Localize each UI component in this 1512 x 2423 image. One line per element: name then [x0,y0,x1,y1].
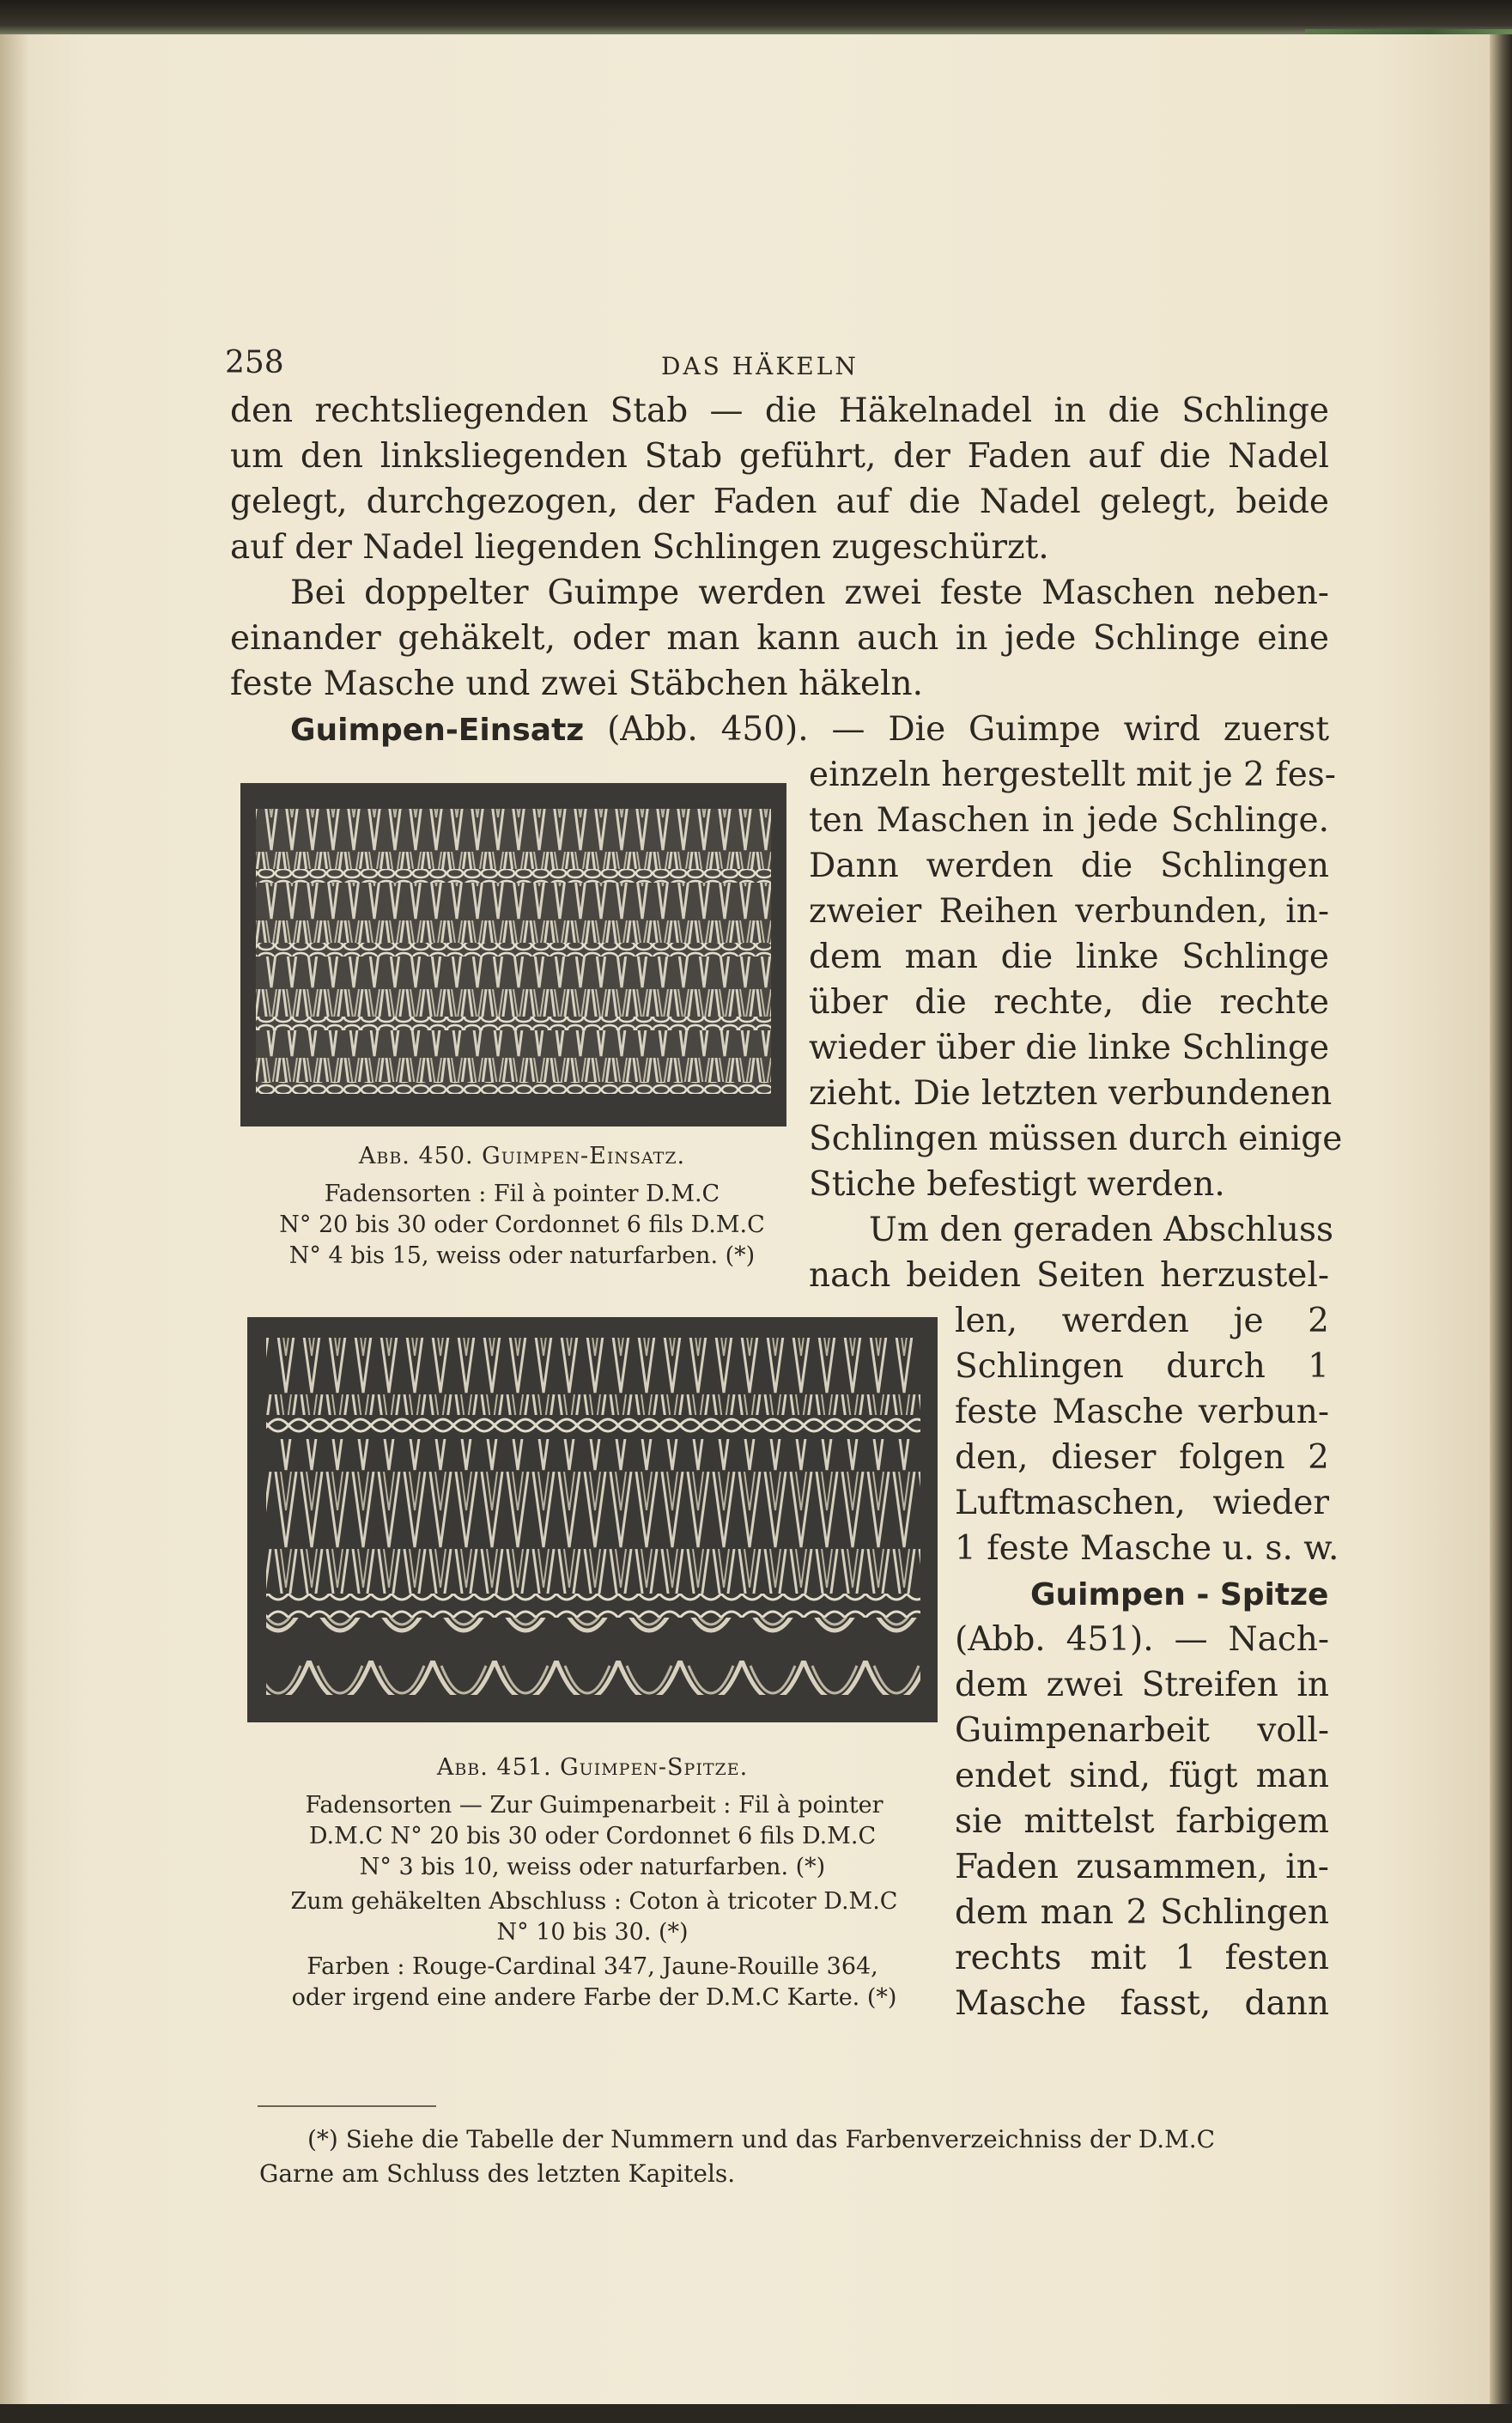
text-line: dem man die linke Schlinge [809,938,1329,976]
text-line: feste Masche und zwei Stäbchen häkeln. [230,665,924,703]
text-line: Stiche befestigt werden. [809,1165,1225,1204]
book-top-edge [0,0,1512,36]
section-heading-guimpen-spitze: Guimpen - Spitze [1030,1577,1329,1612]
figure-450-caption-title: Abb. 450. Guimpen-Einsatz. [358,1143,686,1169]
figure-450-caption-line: Fadensorten : Fil à pointer D.M.C [324,1181,720,1207]
figure-451-caption-line: N° 3 bis 10, weiss oder naturfarben. (*) [359,1854,826,1880]
text-line: 1 feste Masche u. s. w. [955,1529,1339,1568]
text-line: den, dieser folgen 2 [955,1438,1329,1477]
figure-451-caption-line: D.M.C N° 20 bis 30 oder Cordonnet 6 fils D.M.C [308,1823,877,1849]
text-line: rechts mit 1 festen [955,1939,1329,1977]
section-heading-line [290,707,1329,753]
text-line: ten Maschen in jede Schlinge. [809,801,1329,840]
text-line: Faden zusammen, in- [955,1848,1329,1886]
text-line: dem man 2 Schlingen [955,1893,1329,1932]
text-line: Bei doppelter Guimpe werden zwei feste Maschen neben- [290,574,1329,612]
text-line: feste Masche verbun- [955,1393,1329,1431]
book-spine-edge [1490,34,1512,2423]
text-line: endet sind, fügt man [955,1757,1329,1795]
text-line: Dann werden die Schlingen [809,847,1329,885]
footnote-line: (*) Siehe die Tabelle der Nummern und das Farbenverzeichniss der D.M.C [307,2125,1216,2153]
page-number: 258 [225,345,284,380]
text-line: Luftmaschen, wieder [955,1484,1329,1522]
running-title: DAS HÄKELN [661,352,859,380]
figure-450-image [240,783,786,1126]
text-line: gelegt, durchgezogen, der Faden auf die Nadel gelegt, beide [230,483,1329,521]
book-bottom-edge [0,2404,1512,2423]
heading-rest: (Abb. 450). — Die Guimpe wird zuerst [607,710,1329,749]
text-line: dem zwei Streifen in [955,1666,1329,1704]
text-line: Um den geraden Abschluss [869,1211,1334,1249]
footnote-line: Garne am Schluss des letzten Kapitels. [259,2159,736,2188]
footnote-rule [258,2105,436,2107]
text-line: einzeln hergestellt mit je 2 fes- [809,756,1336,794]
figure-451-image [247,1317,938,1722]
section-heading-line [1030,1571,1329,1618]
text-line: sie mittelst farbigem [955,1802,1329,1841]
text-line: Schlingen durch 1 [955,1347,1329,1386]
figure-451-caption-line: N° 10 bis 30. (*) [496,1919,689,1946]
text-line: auf der Nadel liegenden Schlingen zugeschürzt. [230,528,1049,567]
text-line: wieder über die linke Schlinge [809,1029,1330,1067]
section-heading-guimpen-einsatz: Guimpen-Einsatz [290,713,585,748]
text-line: um den linksliegenden Stab geführt, der Faden auf die Nadel [230,437,1329,476]
text-line: einander gehäkelt, oder man kann auch in jede Schlinge eine [230,619,1329,658]
figure-450-crochet [240,783,786,1126]
text-line: Schlingen müssen durch einige [809,1120,1343,1158]
figure-451-caption-title: Abb. 451. Guimpen-Spitze. [436,1754,749,1781]
book-page [0,34,1494,2404]
text-line: Guimpenarbeit voll- [955,1711,1329,1750]
figure-451-caption-line: Farben : Rouge-Cardinal 347, Jaune-Rouille 364, [307,1953,878,1980]
gutter-shadow [0,34,29,2404]
text-line: len, werden je 2 [955,1302,1329,1340]
figure-451-caption-line: oder irgend eine andere Farbe der D.M.C Karte. (*) [291,1984,897,2011]
text-line: den rechtsliegenden Stab — die Häkelnadel in die Schlinge [230,392,1329,430]
text-line: (Abb. 451). — Nach- [955,1620,1329,1659]
figure-451-crochet [247,1317,938,1722]
figure-451-caption-line: Fadensorten — Zur Guimpenarbeit : Fil à pointer [305,1792,884,1819]
text-line: Masche fasst, dann [955,1984,1329,2023]
text-line: nach beiden Seiten herzustel- [809,1256,1329,1295]
text-line: über die rechte, die rechte [809,983,1329,1022]
figure-450-caption-line: N° 4 bis 15, weiss oder naturfarben. (*) [288,1242,756,1269]
figure-450-caption-line: N° 20 bis 30 oder Cordonnet 6 fils D.M.C [279,1212,765,1238]
text-line: zieht. Die letzten verbundenen [809,1074,1333,1113]
figure-451-caption-line: Zum gehäkelten Abschluss : Coton à tricoter D.M.C [290,1888,898,1915]
text-line: zweier Reihen verbunden, in- [809,892,1329,931]
